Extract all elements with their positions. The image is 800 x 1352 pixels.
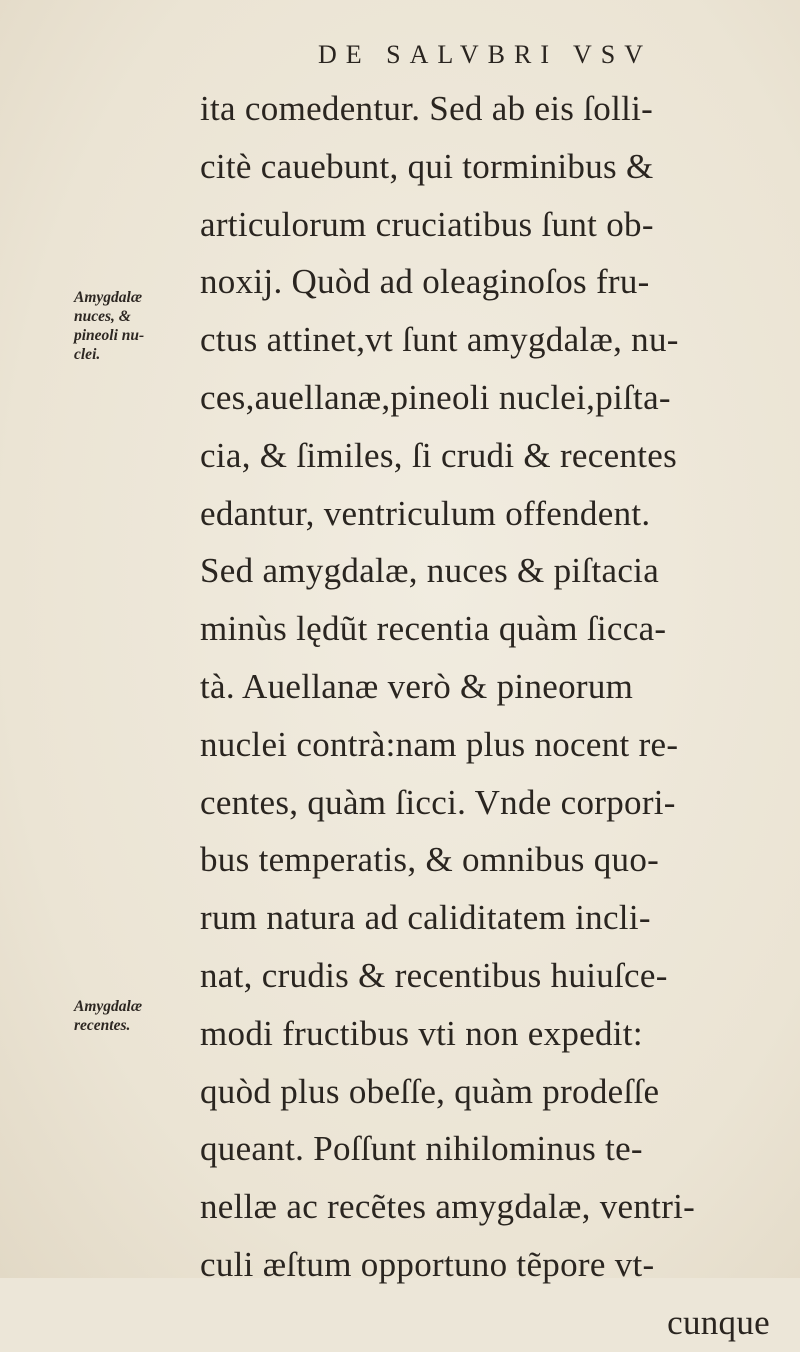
- catchword: cunque: [667, 1302, 770, 1342]
- text-line: edantur, ventriculum offendent.: [200, 493, 651, 533]
- running-header: DE SALVBRI VSV: [317, 40, 653, 69]
- text-line: ces,auellanæ,pineoli nuclei,piſta-: [200, 377, 671, 417]
- margin-note-fresh-almonds: [74, 997, 174, 1035]
- margin-note-line: nuces, &: [74, 308, 131, 325]
- margin-note-line: clei.: [74, 346, 101, 363]
- margin-note-line: Amygdalæ: [74, 289, 143, 306]
- margin-note-line: recentes.: [74, 1017, 131, 1034]
- text-line: quòd plus obeſſe, quàm prodeſſe: [200, 1071, 660, 1111]
- margin-note-almonds-nuts: [74, 288, 174, 364]
- text-line: Sed amygdalæ, nuces & piſtacia: [200, 551, 660, 591]
- main-text-block: [200, 80, 770, 1352]
- text-line: ita comedentur. Sed ab eis ſolli-: [200, 89, 654, 128]
- text-line: citè cauebunt, qui torminibus &: [200, 146, 654, 186]
- text-line: queant. Poſſunt nihilominus te-: [200, 1129, 643, 1169]
- text-line: tà. Auellanæ verò & pineorum: [200, 666, 634, 706]
- text-line: rum natura ad caliditatem incli-: [200, 898, 651, 938]
- text-line: nat, crudis & recentibus huiuſce-: [200, 955, 668, 995]
- text-line: articulorum cruciatibus ſunt ob-: [200, 204, 654, 244]
- margin-note-line: pineoli nu-: [74, 327, 145, 344]
- text-line: minùs lędũt recentia quàm ſicca-: [200, 609, 667, 649]
- text-line: ctus attinet,vt ſunt amygdalæ, nu-: [200, 320, 679, 360]
- text-line: bus temperatis, & omnibus quo-: [200, 840, 660, 880]
- margin-note-line: Amygdalæ: [74, 998, 143, 1015]
- text-line: cia, & ſimiles, ſi crudi & recentes: [200, 435, 678, 475]
- text-line: nellæ ac recẽtes amygdalæ, ventri-: [200, 1187, 696, 1227]
- text-line: noxij. Quòd ad oleaginoſos fru-: [200, 262, 650, 302]
- text-line: nuclei contrà:nam plus nocent re-: [200, 724, 679, 764]
- text-line: modi fructibus vti non expedit:: [200, 1013, 643, 1053]
- text-line: centes, quàm ſicci. Vnde corpori-: [200, 782, 676, 822]
- text-line: culi æſtum opportuno tẽpore vt-: [200, 1244, 655, 1284]
